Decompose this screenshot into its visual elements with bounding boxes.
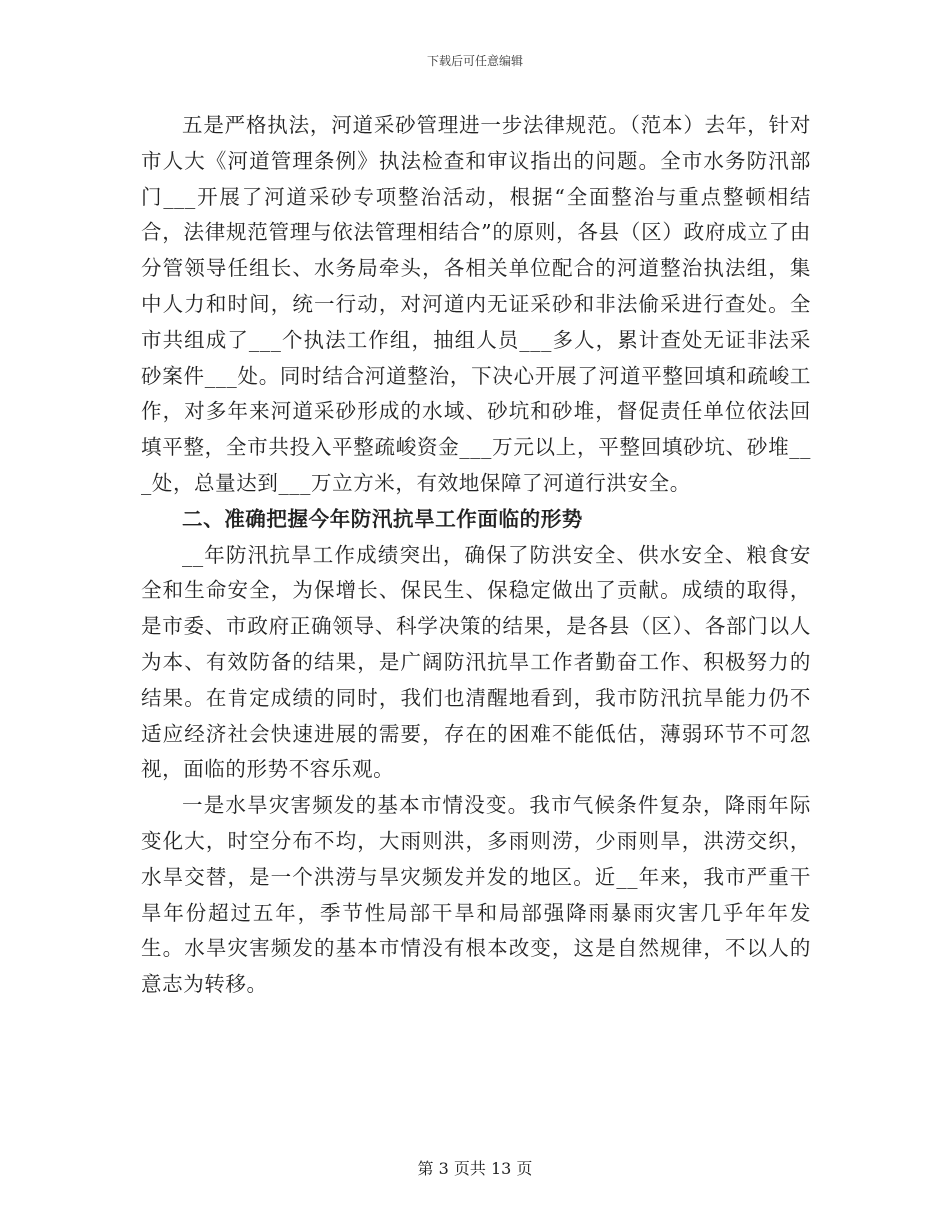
page-header-note: 下载后可任意编辑 <box>426 54 523 68</box>
paragraph-achievements: __年防汛抗旱工作成绩突出，确保了防洪安全、供水安全、粮食安全和生命安全，为保增长、保民生、保稳定做出了贡献。成绩的取得，是市委、市政府正确领导、科学决策的结果，是各县（区）、各部门以人为本、有效防备的结果，是广阔防汛抗旱工作者勤奋工作、积极努力的结果。在肯定成绩的同时，我们也清醒地看到，我市防汛抗旱能力仍不适应经济社会快速进展的需要，存在的困难不能低估，薄弱环节不可忽视，面临的形势不容乐观。 <box>141 542 811 782</box>
paragraph-strict-enforcement: 五是严格执法，河道采砂管理进一步法律规范。（范本）去年，针对市人大《河道管理条例》执法检查和审议指出的问题。全市水务防汛部门___开展了河道采砂专项整治活动，根据“全面整治与重点整顿相结合，法律规范管理与依法管理相结合”的原则，各县（区）政府成立了由分管领导任组长、水务局牵头，各相关单位配合的河道整治执法组，集中人力和时间，统一行动，对河道内无证采砂和非法偷采进行查处。全市共组成了___个执法工作组，抽组人员___多人，累计查处无证非法采砂案件___处。同时结合河道整治，下决心开展了河道平整回填和疏峻工作，对多年来河道采砂形成的水域、砂坑和砂堆，督促责任单位依法回填平整，全市共投入平整疏峻资金___万元以上，平整回填砂坑、砂堆___处，总量达到___万立方米，有效地保障了河道行洪安全。 <box>141 113 811 495</box>
document-body <box>141 108 811 1003</box>
paragraph-disaster-frequency: 一是水旱灾害频发的基本市情没变。我市气候条件复杂，降雨年际变化大，时空分布不均，大雨则洪，多雨则涝，少雨则旱，洪涝交织，水旱交替，是一个洪涝与旱灾频发并发的地区。近__年来，我市严重干旱年份超过五年，季节性局部干旱和局部强降雨暴雨灾害几乎年年发生。水旱灾害频发的基本市情没有根本改变，这是自然规律，不以人的意志为转移。 <box>141 793 811 997</box>
page-number: 第 3 页共 13 页 <box>417 1159 533 1178</box>
section-heading-situation: 二、准确把握今年防汛抗旱工作面临的形势 <box>182 506 583 531</box>
